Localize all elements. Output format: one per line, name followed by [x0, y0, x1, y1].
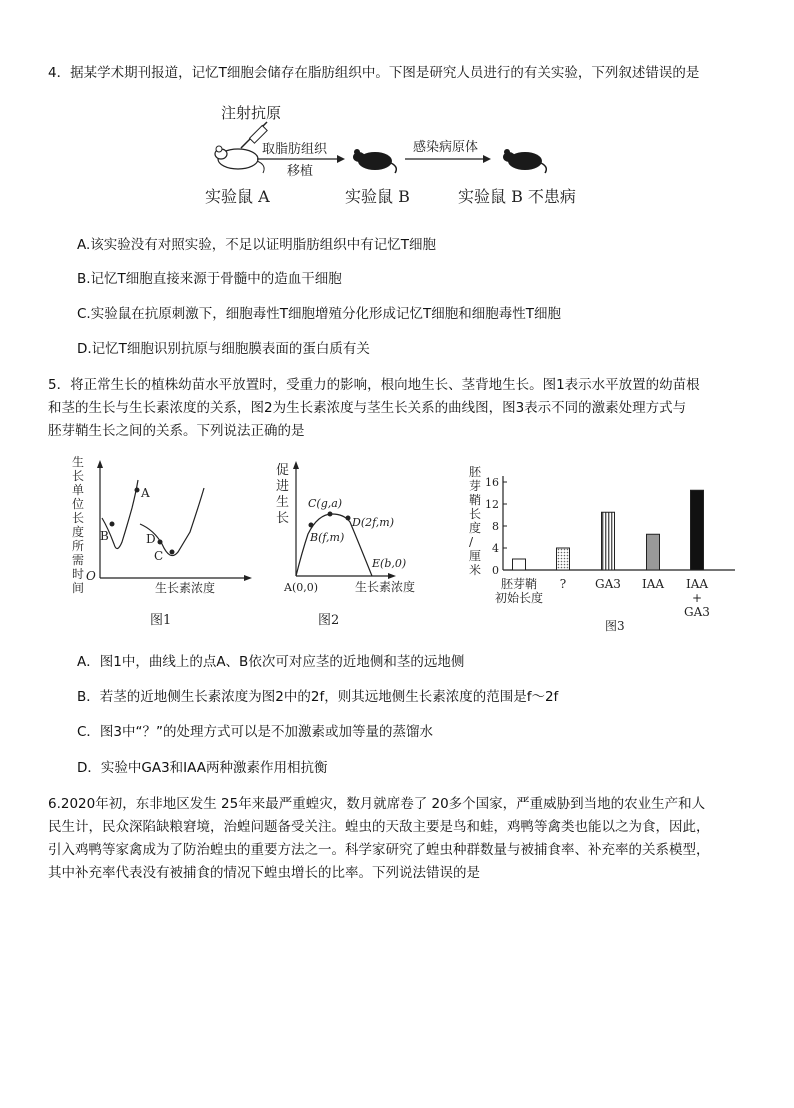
- fig1-point-d: [158, 540, 163, 545]
- mouse-b-result-label: 实验鼠 B 不患病: [458, 187, 576, 206]
- fig1-xlabel: 生长素浓度: [155, 581, 216, 595]
- fig1-x-arrow: [244, 575, 252, 581]
- fig2-point-b: [309, 523, 314, 528]
- fig2-label-e: E(b,0): [372, 557, 407, 570]
- mouse-b-result-icon: [503, 149, 546, 173]
- svg-text:芽: 芽: [469, 479, 482, 493]
- fig1-caption: 图1: [150, 613, 172, 628]
- arrow1-top: 取脂肪组织: [262, 142, 328, 157]
- fig1-ylabel: [72, 454, 84, 595]
- fig3-bar: [602, 512, 615, 570]
- fig3-bar: [647, 534, 660, 570]
- fig2-x-arrow: [388, 573, 396, 579]
- fig1-origin: O: [86, 569, 96, 583]
- svg-text:时: 时: [72, 567, 85, 581]
- fig3-category-label: IAA: [641, 577, 665, 591]
- svg-text:胚: 胚: [469, 465, 482, 479]
- fig2-ylabel: [276, 463, 289, 526]
- fig2-y-arrow: [293, 461, 299, 469]
- svg-text:厘: 厘: [469, 549, 482, 563]
- svg-text:所: 所: [72, 539, 85, 553]
- fig3-category-label: 胚芽鞘: [500, 577, 538, 591]
- q6-line-1: 6.2020年初，东非地区发生 25年来最严重蝗灾，数月就席卷了 20多个国家，严重威胁到当地的农业生产和人: [48, 796, 706, 812]
- svg-text:生: 生: [72, 455, 85, 469]
- svg-text:位: 位: [72, 497, 85, 511]
- fig2-label-c: C(g,a): [308, 497, 343, 510]
- svg-text:米: 米: [469, 563, 482, 577]
- svg-text:鞘: 鞘: [469, 493, 482, 507]
- fig3-bar: [513, 559, 526, 570]
- fig1-point-a: [135, 488, 140, 493]
- arrow2-label: 感染病原体: [413, 140, 479, 155]
- fig3-category-label: ?: [559, 577, 567, 591]
- svg-text:间: 间: [72, 581, 85, 595]
- mouse-a-icon: [215, 146, 264, 173]
- fig2: [272, 452, 432, 637]
- q4-stem: 4．据某学术期刊报道，记忆T细胞会储存在脂肪组织中。下图是研究人员进行的有关实验，下列叙述错误的是: [48, 65, 700, 81]
- fig3-bar-chart: [455, 452, 745, 637]
- fig3-y-tick-label: 4: [492, 542, 499, 555]
- mouse-b-icon: [353, 149, 396, 173]
- q6-line-2: 民生计，民众深陷缺粮窘境，治蝗问题备受关注。蝗虫的天敌主要是鸟和蛙，鸡鸭等禽类也能以之为食，因此，: [48, 819, 710, 835]
- fig2-xlabel: 生长素浓度: [355, 580, 416, 594]
- q6-line-3: 引入鸡鸭等家禽成为了防治蝗虫的重要方法之一。科学家研究了蝗虫种群数量与被捕食率、补充率的关系模型，: [48, 842, 710, 858]
- fig3-y-tick-label: 8: [492, 520, 499, 533]
- q5-option-d: D．实验中GA3和IAA两种激素作用相抗衡: [77, 760, 328, 776]
- fig2-caption: 图2: [318, 613, 340, 628]
- q4-option-c: C.实验鼠在抗原刺激下，细胞毒性T细胞增殖分化形成记忆T细胞和细胞毒性T细胞: [77, 306, 561, 322]
- arrow2-head: [483, 155, 491, 163]
- fig1-point-b: [110, 522, 115, 527]
- q4-option-a: A.该实验没有对照实验，不足以证明脂肪组织中有记忆T细胞: [77, 237, 437, 253]
- fig3-ylabel: [469, 465, 482, 577]
- fig1-point-c: [170, 550, 175, 555]
- svg-text:需: 需: [72, 553, 85, 567]
- q5-option-c: C．图3中“？”的处理方式可以是不加激素或加等量的蒸馏水: [77, 724, 434, 740]
- q5-stem-line-2: 和茎的生长与生长素浓度的关系，图2为生长素浓度与茎生长关系的曲线图，图3表示不同的激素处理方式与: [48, 400, 687, 416]
- fig3-category-label: GA3: [684, 605, 710, 619]
- svg-text:长: 长: [72, 511, 85, 525]
- svg-text:促: 促: [276, 463, 290, 478]
- inject-label: 注射抗原: [221, 104, 282, 122]
- svg-text:单: 单: [72, 483, 85, 497]
- svg-text:进: 进: [276, 479, 290, 494]
- fig3-y-tick-label: 0: [492, 564, 499, 577]
- svg-text:/: /: [469, 535, 474, 549]
- mouse-b-label: 实验鼠 B: [345, 187, 410, 206]
- fig1-label-b: B: [100, 529, 109, 543]
- fig2-label-b: B(f,m): [310, 531, 345, 544]
- q5-option-a: A．图1中，曲线上的点A、B依次可对应茎的近地侧和茎的远地侧: [77, 654, 465, 670]
- svg-text:生: 生: [276, 495, 290, 510]
- fig3-y-tick-label: 16: [485, 476, 499, 489]
- svg-text:长: 长: [276, 511, 290, 526]
- fig3-category-label: 初始长度: [494, 591, 544, 605]
- svg-text:长: 长: [72, 469, 85, 483]
- fig3-bar: [557, 548, 570, 570]
- fig3-bar: [691, 490, 704, 570]
- fig1: [62, 452, 262, 637]
- fig2-point-d: [346, 516, 351, 521]
- fig2-point-c: [328, 512, 333, 517]
- fig3-category-label: +: [691, 591, 703, 605]
- q5-stem-line-3: 胚芽鞘生长之间的关系。下列说法正确的是: [48, 423, 305, 439]
- fig1-label-a: A: [141, 486, 150, 500]
- svg-text:度: 度: [72, 525, 85, 539]
- q4-option-d: D.记忆T细胞识别抗原与细胞膜表面的蛋白质有关: [77, 341, 370, 357]
- q6-line-4: 其中补充率代表没有被捕食的情况下蝗虫增长的比率。下列说法错误的是: [48, 865, 480, 881]
- fig2-label-d: D(2f,m): [352, 516, 395, 529]
- mouse-a-label: 实验鼠 A: [205, 187, 270, 206]
- fig1-label-d: D: [146, 532, 156, 546]
- fig1-y-arrow: [97, 460, 103, 468]
- fig3-caption: 图3: [605, 619, 625, 633]
- fig3-y-tick-label: 12: [485, 498, 499, 511]
- fig1-label-c: C: [154, 549, 164, 563]
- fig3-category-label: IAA: [685, 577, 709, 591]
- q4-option-b: B.记忆T细胞直接来源于骨髓中的造血干细胞: [77, 271, 342, 287]
- q4-figure: [205, 95, 605, 213]
- svg-text:长: 长: [469, 507, 482, 521]
- fig2-label-a: A(0,0): [284, 581, 319, 594]
- q5-stem-line-1: 5．将正常生长的植株幼苗水平放置时，受重力的影响，根向地生长、茎背地生长。图1表示水平放置的幼苗根: [48, 377, 700, 393]
- arrow1-bottom: 移植: [287, 164, 314, 179]
- svg-text:度: 度: [469, 521, 482, 535]
- q5-option-b: B．若茎的近地侧生长素浓度为图2中的2f，则其远地侧生长素浓度的范围是f～2f: [77, 689, 559, 705]
- arrow1-head: [337, 155, 345, 163]
- fig3-category-label: GA3: [595, 577, 621, 591]
